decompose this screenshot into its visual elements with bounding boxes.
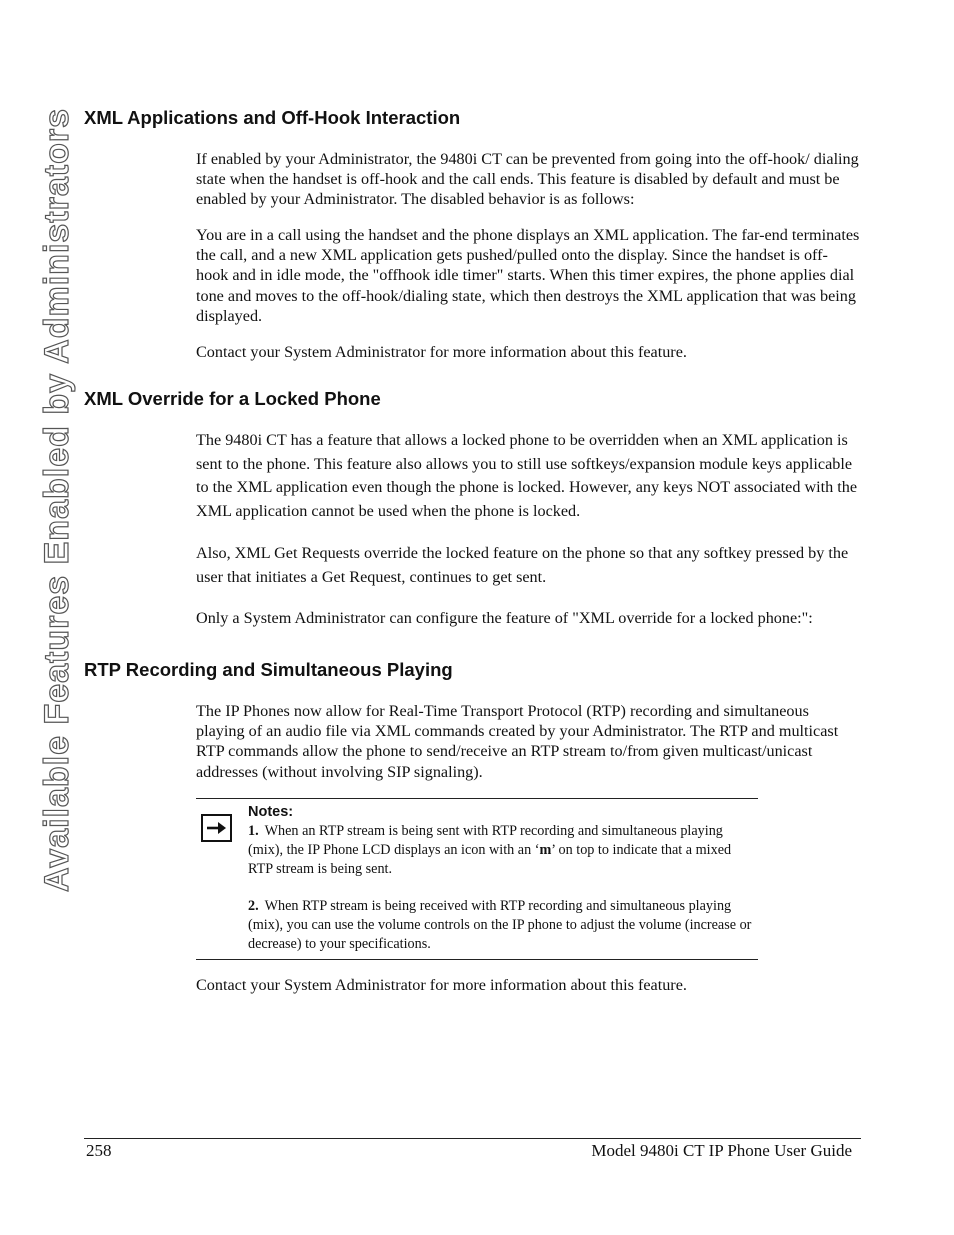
paragraph-override-intro: The 9480i CT has a feature that allows a locked phone to be overridden when an XML application is sent to the phone. This feature also allows you to still use softkeys/expansion module keys applicable to the XML application even though the phone is locked. However, any keys NOT associated with the XML application cannot be used when the phone is locked. xyxy=(196,431,858,520)
paragraph-offhook-intro: If enabled by your Administrator, the 9480i CT can be prevented from going into the off-hook/ dialing state when the handset is off-hook and the call ends. This feature is disabled by default and must be enabled by your Administrator. The disabled behavior is as follows: xyxy=(196,150,859,209)
paragraph-override-admin: Only a System Administrator can configure the feature of "XML override for a locked phone:": xyxy=(196,609,813,627)
note-item-2-text: When RTP stream is being received with RTP recording and simultaneous playing (mix), you can use the volume controls on the IP phone to adjust the volume (increase or decrease) to your specifications. xyxy=(248,898,752,952)
note-item-1-text-before: When an RTP stream is being sent with RTP recording and simultaneous playing (mix), the IP Phone LCD displays an icon with an ‘ xyxy=(248,823,723,858)
paragraph-rtp-contact: Contact your System Administrator for more information about this feature. xyxy=(196,976,687,994)
footer-divider xyxy=(84,1138,861,1139)
paragraph-offhook-behavior: You are in a call using the handset and the phone displays an XML application. The far-end terminates the call, and a new XML application gets pushed/pulled onto the display. Since the handset is off-hook and in idle mode, the "offhook idle timer" starts. When this timer expires, the phone applies dial tone and moves to the off-hook/dialing state, which then destroys the XML application that was being displayed. xyxy=(196,226,860,325)
paragraph-rtp-intro: The IP Phones now allow for Real-Time Transport Protocol (RTP) recording and simultaneous playing of an audio file via XML commands created by your Administrator. The RTP and multicast RTP commands allow the phone to send/receive an RTP stream to/from given multicast/unicast addresses (without involving SIP signaling). xyxy=(196,702,839,781)
note-item-2 xyxy=(248,897,754,953)
note-item-1-text-after: ’ on top to indicate that a mixed RTP stream is being sent. xyxy=(248,841,732,877)
note-item-2-number: 2. xyxy=(248,898,259,914)
footer-document-title: Model 9480i CT IP Phone User Guide xyxy=(591,1141,852,1160)
arrow-right-icon xyxy=(201,814,232,842)
footer-page-number: 258 xyxy=(86,1141,112,1160)
paragraph-offhook-contact: Contact your System Administrator for more information about this feature. xyxy=(196,343,687,361)
notes-title: Notes: xyxy=(248,804,294,820)
side-tab-title: Available Features Enabled by Administrators xyxy=(38,108,76,893)
section-heading-rtp-recording: RTP Recording and Simultaneous Playing xyxy=(84,659,453,680)
note-item-1-number: 1. xyxy=(248,823,259,839)
section-heading-xml-offhook: XML Applications and Off-Hook Interaction xyxy=(84,107,461,128)
paragraph-override-get-requests: Also, XML Get Requests override the locked feature on the phone so that any softkey pressed by the user that initiates a Get Request, continues to get sent. xyxy=(196,544,849,586)
notes-box xyxy=(196,798,758,960)
section-heading-xml-override: XML Override for a Locked Phone xyxy=(84,388,381,409)
note-item-1-text-bold: m xyxy=(539,841,552,858)
note-item-1 xyxy=(248,822,754,878)
